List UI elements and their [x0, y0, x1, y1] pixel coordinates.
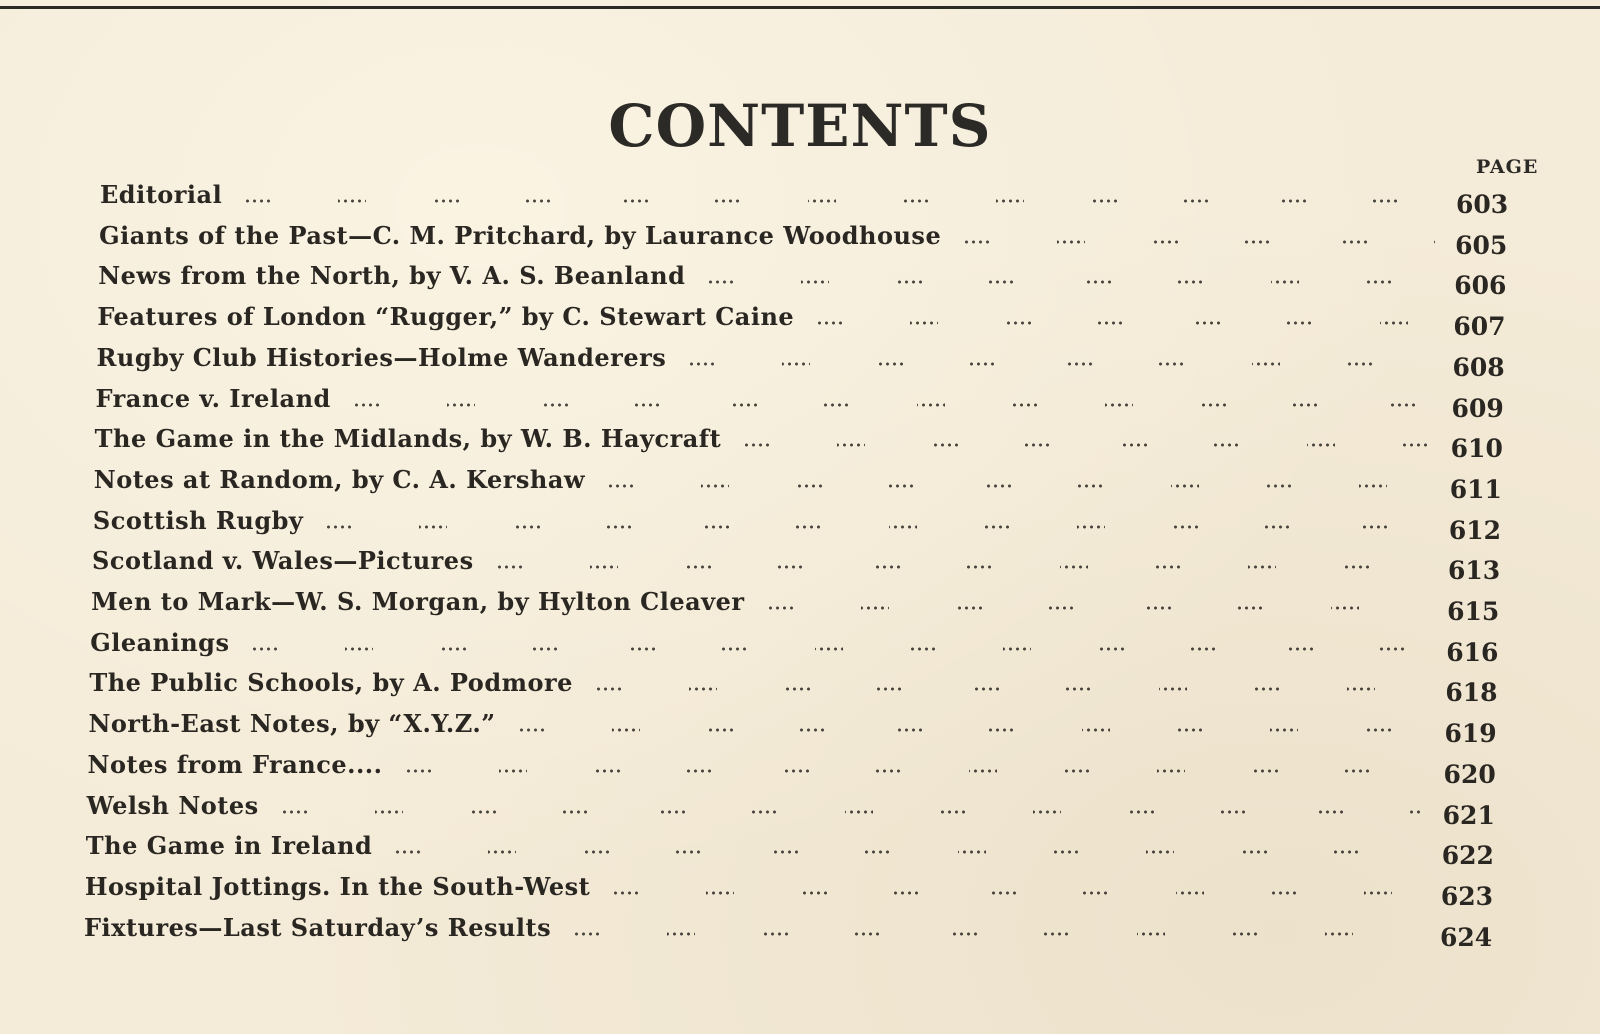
entry-title: Welsh Notes — [86, 790, 259, 820]
toc-entry — [99, 221, 1515, 259]
entry-page-number: 616 — [1446, 637, 1499, 667]
entry-title: Scottish Rugby — [92, 505, 304, 535]
entry-page-number: 615 — [1447, 597, 1500, 626]
toc-entry — [92, 546, 1508, 584]
toc-entry — [96, 384, 1512, 422]
dot-leaders — [767, 597, 1428, 613]
toc-entry — [98, 261, 1514, 299]
entry-title: Men to Mark—W. S. Morgan, by Hylton Cleaver — [91, 587, 745, 616]
toc-entry — [88, 709, 1504, 747]
entry-title: Giants of the Past—C. M. Pritchard, by Laurance Woodhouse — [99, 220, 942, 250]
entry-page-number: 613 — [1448, 556, 1501, 586]
dot-leaders — [405, 760, 1424, 776]
entry-page-number: 610 — [1450, 434, 1503, 464]
entry-page-number: 611 — [1449, 474, 1502, 504]
dot-leaders — [595, 678, 1425, 694]
entry-page-number: 607 — [1453, 312, 1506, 342]
dot-leaders — [707, 271, 1434, 287]
dot-leaders — [244, 190, 1436, 206]
toc-entry — [93, 506, 1509, 544]
dot-leaders — [353, 394, 1432, 410]
toc-entry — [87, 791, 1503, 829]
entry-title: Scotland v. Wales—Pictures — [92, 546, 474, 576]
entry-title: Features of London “Rugger,” by C. Stewart Caine — [97, 302, 795, 332]
toc-entry — [90, 628, 1506, 666]
entry-page-number: 621 — [1442, 800, 1495, 830]
entry-title: The Game in Ireland — [85, 831, 373, 861]
entry-page-number: 620 — [1443, 759, 1496, 789]
entry-title: Rugby Club Histories—Holme Wanderers — [96, 342, 667, 372]
toc-entry — [85, 872, 1501, 910]
entry-page-number: 606 — [1454, 271, 1507, 301]
entry-page-number: 603 — [1456, 190, 1509, 219]
toc-entry — [91, 587, 1507, 625]
page-column-header: PAGE — [1476, 156, 1539, 178]
toc-entry — [89, 668, 1505, 706]
dot-leaders — [963, 231, 1435, 247]
entry-title: Notes at Random, by C. A. Kershaw — [93, 464, 586, 494]
entry-title: The Public Schools, by A. Podmore — [89, 668, 573, 698]
entry-title: Hospital Jottings. In the South-West — [84, 871, 591, 901]
entry-title: News from the North, by V. A. S. Beanland — [98, 261, 686, 291]
entry-title: Notes from France.... — [87, 749, 383, 779]
dot-leaders — [325, 516, 1429, 532]
entry-title: Editorial — [100, 180, 223, 209]
entry-page-number: 609 — [1451, 393, 1504, 423]
dot-leaders — [743, 434, 1430, 450]
dot-leaders — [496, 556, 1428, 572]
toc-entry — [97, 302, 1513, 340]
entry-page-number: 618 — [1445, 678, 1498, 708]
toc-entry — [94, 465, 1510, 503]
dot-leaders — [816, 312, 1433, 328]
entry-page-number: 619 — [1444, 719, 1497, 749]
entry-page-number: 624 — [1440, 922, 1493, 952]
dot-leaders — [251, 638, 1426, 654]
dot-leaders — [281, 801, 1423, 817]
entry-page-number: 605 — [1455, 230, 1508, 260]
entry-title: North-East Notes, by “X.Y.Z.” — [88, 709, 496, 739]
page-title: CONTENTS — [608, 92, 992, 160]
dot-leaders — [573, 923, 1420, 939]
toc-entry — [96, 343, 1512, 381]
dot-leaders — [607, 475, 1430, 491]
entry-page-number: 608 — [1452, 352, 1505, 382]
entry-title: France v. Ireland — [95, 383, 331, 413]
entry-page-number: 623 — [1440, 881, 1494, 911]
dot-leaders — [518, 719, 1425, 735]
dot-leaders — [394, 841, 1422, 857]
toc-entry — [84, 913, 1500, 951]
entry-title: The Game in the Midlands, by W. B. Haycraft — [94, 424, 722, 454]
toc-entry — [100, 180, 1516, 218]
toc-entry — [95, 424, 1511, 462]
dot-leaders — [688, 353, 1432, 369]
entry-page-number: 622 — [1441, 841, 1494, 871]
entry-page-number: 612 — [1448, 515, 1502, 545]
toc-entry — [88, 750, 1504, 788]
entry-title: Gleanings — [90, 627, 230, 657]
entry-title: Fixtures—Last Saturday’s Results — [84, 912, 552, 942]
dot-leaders — [612, 882, 1421, 898]
toc-entry — [86, 831, 1502, 869]
